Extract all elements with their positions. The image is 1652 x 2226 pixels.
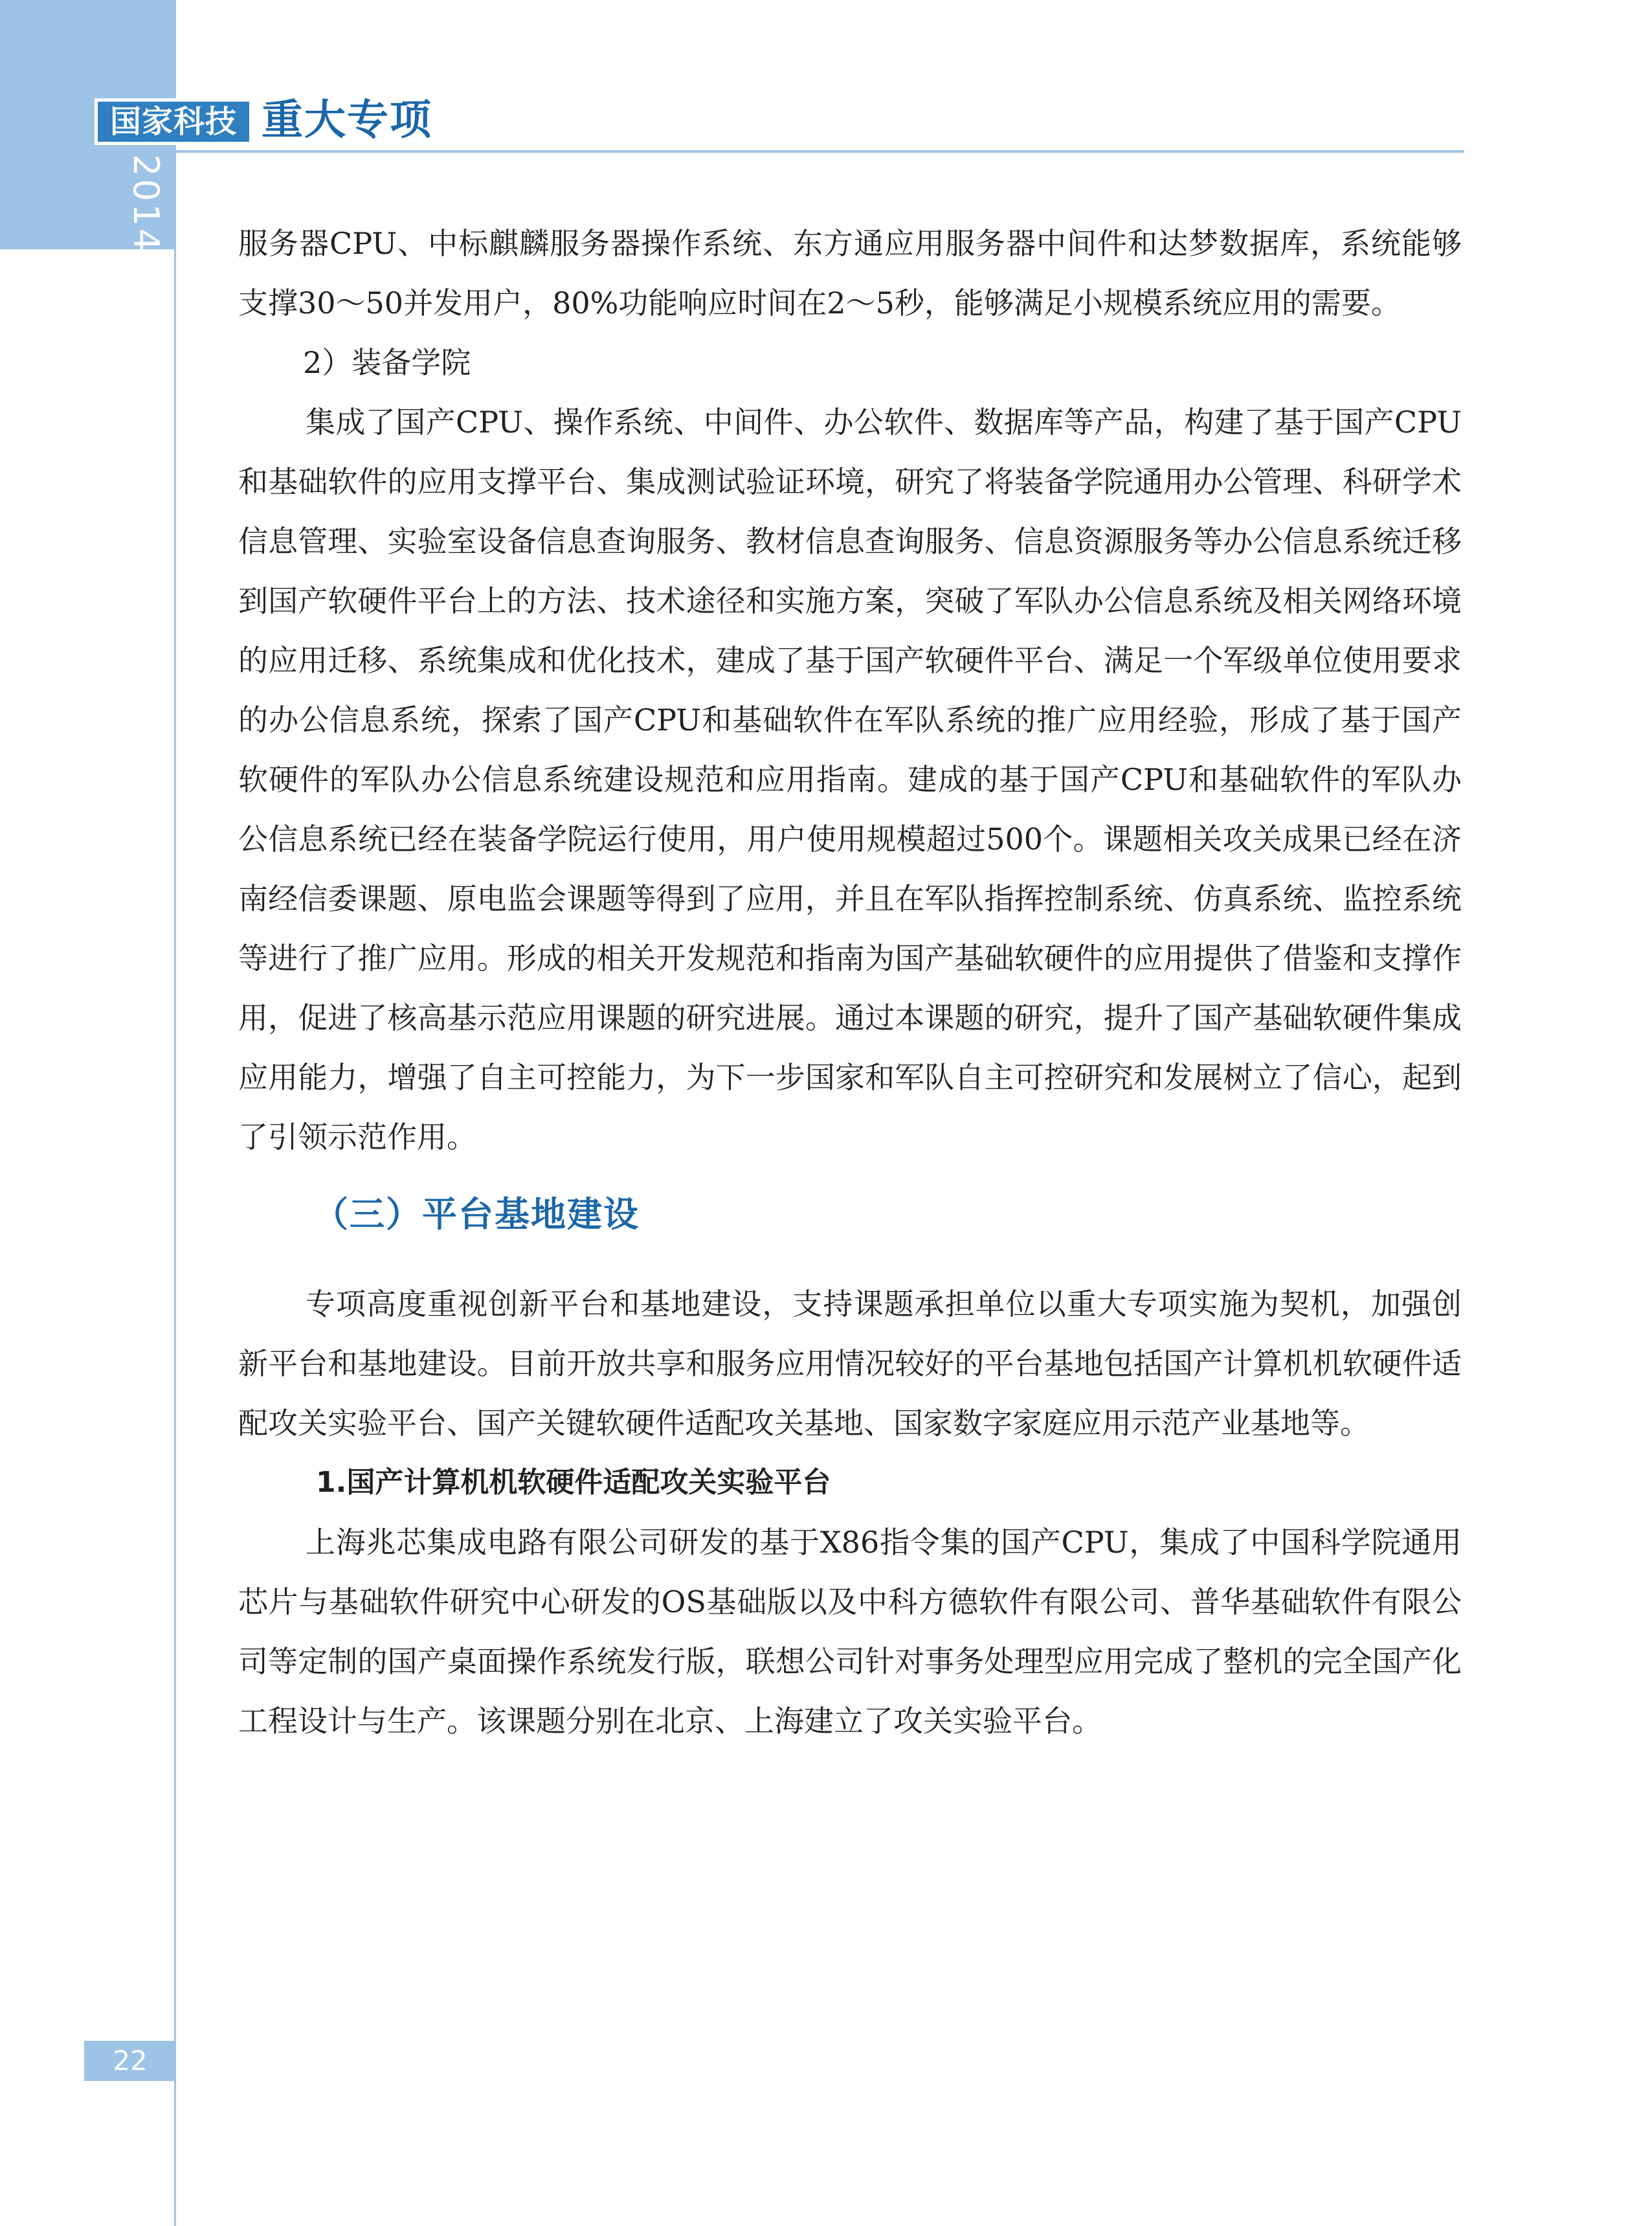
year-report-label: 2014 年度报告 (126, 154, 166, 418)
paragraph-platform-base: 专项高度重视创新平台和基地建设，支持课题承担单位以重大专项实施为契机，加强创新平台和基地建设。目前开放共享和服务应用情况较好的平台基地包括国产计算机机软硬件适配攻关实验平台、国产关键软硬件适配攻关基地、国家数字家庭应用示范产业基地等。 (238, 1287, 1462, 1441)
side-margin-rule (174, 0, 176, 2226)
header-box-label: 国家科技 (95, 98, 252, 145)
paragraph-equipment-academy: 集成了国产CPU、操作系统、中间件、办公软件、数据库等产品，构建了基于国产CPU和基础软件的应用支撑平台、集成测试验证环境，研究了将装备学院通用办公管理、科研学术信息管理、实验室设备信息查询服务、教材信息查询服务、信息资源服务等办公信息系统迁移到国产软硬件平台上的方法、技术途径和实施方案，突破了军队办公信息系统及相关网络环境的应用迁移、系统集成和优化技术，建成了基于国产软硬件平台、满足一个军级单位使用要求的办公信息系统，探索了国产CPU和基础软件在军队系统的推广应用经验，形成了基于国产软硬件的军队办公信息系统建设规范和应用指南。建成的基于国产CPU和基础软件的军队办公信息系统已经在装备学院运行使用，用户使用规模超过500个。课题相关攻关成果已经在济南经信委课题、原电监会课题等得到了应用，并且在军队指挥控制系统、仿真系统、监控系统等进行了推广应用。形成的相关开发规范和指南为国产基础软硬件的应用提供了借鉴和支撑作用，促进了核高基示范应用课题的研究进展。通过本课题的研究，提升了国产基础软硬件集成应用能力，增强了自主可控能力，为下一步国家和军队自主可控研究和发展树立了信心，起到了引领示范作用。 (238, 405, 1462, 1154)
page-number: 22 (84, 2041, 176, 2081)
paragraph-continued: 服务器CPU、中标麒麟服务器操作系统、东方通应用服务器中间件和达梦数据库，系统能够支撑30～50并发用户，80%功能响应时间在2～5秒，能够满足小规模系统应用的需要。 (238, 226, 1462, 320)
section-heading: （三）平台基地建设 (313, 1194, 640, 1235)
list-item-heading: 2）装备学院 (303, 345, 471, 380)
subsection-heading: 1.国产计算机机软硬件适配攻关实验平台 (316, 1466, 831, 1499)
header-title: 重大专项 (262, 96, 432, 144)
page-body (238, 214, 1462, 1751)
header-rule (95, 150, 1464, 153)
paragraph-lab-platform: 上海兆芯集成电路有限公司研发的基于X86指令集的国产CPU，集成了中国科学院通用芯片与基础软件研究中心研发的OS基础版以及中科方德软件有限公司、普华基础软件有限公司等定制的国产桌面操作系统发行版，联想公司针对事务处理型应用完成了整机的完全国产化工程设计与生产。该课题分别在北京、上海建立了攻关实验平台。 (238, 1525, 1462, 1738)
